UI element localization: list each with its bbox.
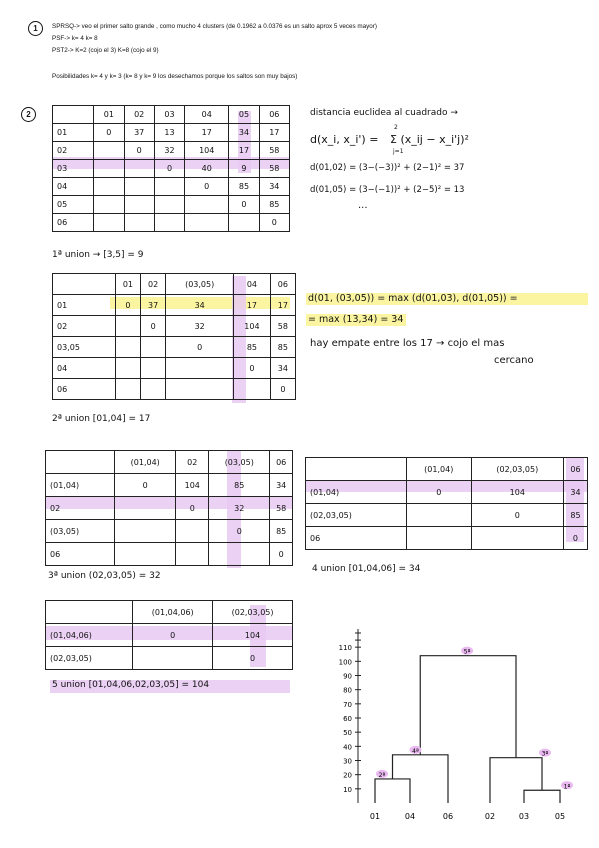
table-cell: [154, 178, 184, 196]
table-cell: [141, 358, 166, 379]
table-cell: [471, 527, 563, 550]
distance-table-2: [52, 273, 296, 400]
table-cell: [115, 337, 140, 358]
table-cell: [185, 214, 229, 232]
distance-table-1: [52, 105, 290, 232]
table-cell: 34: [270, 474, 293, 497]
row-label-cell: 03: [53, 160, 94, 178]
table-row: [46, 474, 293, 497]
formula-sum-bottom: j=1: [393, 148, 404, 155]
table-row: [53, 358, 296, 379]
table-cell: [94, 196, 124, 214]
pst2-line: PST2-> K=2 (cojo el 3) K=8 (cojo el 9): [52, 47, 159, 54]
table-cell: 17: [270, 295, 295, 316]
table-cell: [124, 160, 154, 178]
leaf-label: 05: [554, 812, 566, 821]
row-label-cell: (01,04): [306, 481, 407, 504]
merge-order-label: 5ª: [463, 648, 471, 656]
table-cell: 85: [234, 337, 271, 358]
table-cell: [94, 214, 124, 232]
table-row: [53, 178, 290, 196]
formula-lhs: d(x_i, x_i') =: [310, 133, 379, 146]
row-label-cell: 06: [53, 214, 94, 232]
table-row: [53, 214, 290, 232]
table-cell: 0: [270, 379, 295, 400]
table-cell: [234, 379, 271, 400]
table-cell: 0: [563, 527, 587, 550]
table-cell: 0: [185, 178, 229, 196]
union-2-label: 2ª union [01,04] = 17: [52, 414, 151, 424]
example-1: d(01,02) = (3−(−3))² + (2−1)² = 37: [310, 163, 465, 173]
psf-line: PSF-> k= 4 k= 8: [52, 35, 98, 42]
table-cell: 06: [259, 106, 289, 124]
table-cell: 0: [94, 124, 124, 142]
leaf-label: 06: [442, 812, 454, 821]
sprsq-line: SPRSQ-> veo el primer salto grande , como mucho 4 clusters (de 0.1962 a 0.0376 es un salto aprox 5 veces mayor): [52, 23, 377, 30]
leaf-label: 01: [369, 812, 381, 821]
table-cell: [124, 214, 154, 232]
table-cell: [141, 379, 166, 400]
table-cell: 32: [209, 497, 270, 520]
table-cell: [124, 178, 154, 196]
table-cell: 32: [166, 316, 234, 337]
table-header-row: [46, 451, 293, 474]
union-3-label: 3ª union (02,03,05) = 32: [48, 571, 161, 581]
tie-note-line-2: cercano: [494, 355, 534, 366]
table-cell: 0: [234, 358, 271, 379]
table-cell: 32: [154, 142, 184, 160]
table-cell: (01,04,06): [133, 601, 213, 624]
table-cell: 17: [185, 124, 229, 142]
table-cell: [406, 504, 471, 527]
row-label-cell: 03,05: [53, 337, 116, 358]
tie-note-line-1: hay empate entre los 17 → cojo el mas: [310, 338, 505, 349]
table-cell: 17: [229, 142, 259, 160]
distance-table-3: [45, 450, 293, 566]
table-row: [53, 160, 290, 178]
table-cell: 34: [563, 481, 587, 504]
row-label-cell: 02: [53, 142, 94, 160]
table-cell: 02: [124, 106, 154, 124]
table-cell: 0: [124, 142, 154, 160]
table-header-row: [53, 106, 290, 124]
table-cell: (02,03,05): [471, 458, 563, 481]
table-cell: [166, 358, 234, 379]
union-5-label: 5 union [01,04,06,02,03,05] = 104: [52, 680, 210, 690]
y-tick-label: 40: [343, 743, 352, 752]
table-cell: 104: [234, 316, 271, 337]
union-4-label: 4 union [01,04,06] = 34: [312, 564, 421, 574]
table-cell: [154, 214, 184, 232]
table-header-row: [306, 458, 588, 481]
table-cell: 0: [115, 474, 176, 497]
table-cell: [185, 196, 229, 214]
table-cell: 85: [209, 474, 270, 497]
merge-5-link: [420, 656, 516, 758]
max-note-line-2: = max (13,34) = 34: [308, 314, 404, 325]
table-cell: [154, 196, 184, 214]
table-cell: 04: [234, 274, 271, 295]
max-note-line-1: d(01, (03,05)) = max (d(01,03), d(01,05)) =: [308, 293, 518, 304]
row-label-cell: 02: [46, 497, 115, 520]
row-label-cell: 01: [53, 124, 94, 142]
table-cell: [94, 160, 124, 178]
y-tick-label: 30: [343, 757, 352, 766]
table-row: [46, 624, 293, 647]
table-cell: 58: [270, 316, 295, 337]
row-label-cell: 04: [53, 358, 116, 379]
table-cell: 0: [471, 504, 563, 527]
table-row: [46, 543, 293, 566]
table-cell: 85: [229, 178, 259, 196]
table-cell: 9: [229, 160, 259, 178]
table-cell: 0: [209, 520, 270, 543]
table-cell: [176, 520, 209, 543]
table-cell: [209, 543, 270, 566]
table-cell: 03: [154, 106, 184, 124]
table-cell: 02: [176, 451, 209, 474]
formula-rhs: Σ (x_ij − x_i'j)²: [390, 133, 469, 146]
table-cell: [115, 543, 176, 566]
ellipsis: ...: [358, 200, 368, 211]
table-cell: (01,04): [115, 451, 176, 474]
table-cell: 85: [270, 337, 295, 358]
merge-3-link: [490, 758, 542, 803]
table-cell: (03,05): [166, 274, 234, 295]
table-cell: 37: [124, 124, 154, 142]
table-cell: 0: [166, 337, 234, 358]
table-cell: 40: [185, 160, 229, 178]
possibilities-line: Posibilidades k= 4 y k= 3 (k= 8 y k= 9 los desechamos porque los saltos son muy bajos): [52, 73, 298, 80]
table-cell: 0: [270, 543, 293, 566]
row-label-cell: [46, 451, 115, 474]
table-cell: 17: [234, 295, 271, 316]
table-cell: 0: [229, 196, 259, 214]
merge-2-link: [375, 779, 410, 803]
y-tick-label: 10: [343, 785, 352, 794]
table-cell: 17: [259, 124, 289, 142]
table-cell: [115, 497, 176, 520]
table-cell: 13: [154, 124, 184, 142]
y-tick-label: 80: [343, 686, 352, 695]
merge-1-link: [524, 790, 560, 803]
table-cell: 0: [213, 647, 293, 670]
row-label-cell: 06: [53, 379, 116, 400]
table-cell: 06: [270, 451, 293, 474]
row-label-cell: (01,04): [46, 474, 115, 497]
y-tick-label: 20: [343, 771, 352, 780]
table-cell: [94, 178, 124, 196]
dendrogram-chart: [320, 625, 590, 835]
table-cell: 0: [176, 497, 209, 520]
table-cell: 02: [141, 274, 166, 295]
table-row: [53, 295, 296, 316]
table-cell: 01: [115, 274, 140, 295]
table-row: [53, 316, 296, 337]
merge-order-label: 4ª: [412, 747, 419, 755]
table-cell: 85: [563, 504, 587, 527]
row-label-cell: [53, 274, 116, 295]
row-label-cell: 01: [53, 295, 116, 316]
row-label-cell: 02: [53, 316, 116, 337]
table-cell: 34: [229, 124, 259, 142]
table-cell: [133, 647, 213, 670]
leaf-label: 04: [404, 812, 416, 821]
row-label-cell: 06: [306, 527, 407, 550]
distance-table-4: [305, 457, 588, 550]
table-row: [306, 481, 588, 504]
table-row: [53, 379, 296, 400]
y-tick-label: 50: [343, 729, 352, 738]
table-cell: 37: [141, 295, 166, 316]
table-cell: [115, 520, 176, 543]
row-label-cell: 04: [53, 178, 94, 196]
row-label-cell: [53, 106, 94, 124]
row-label-cell: [306, 458, 407, 481]
table-cell: (03,05): [209, 451, 270, 474]
row-label-cell: 06: [46, 543, 115, 566]
table-cell: 34: [166, 295, 234, 316]
table-cell: [141, 337, 166, 358]
notes-title: distancia euclidea al cuadrado →: [310, 108, 458, 118]
table-cell: 58: [270, 497, 293, 520]
leaf-label: 03: [518, 812, 530, 821]
leaf-label: 02: [484, 812, 496, 821]
table-cell: 06: [563, 458, 587, 481]
table-row: [53, 337, 296, 358]
table-cell: 04: [185, 106, 229, 124]
table-cell: 34: [270, 358, 295, 379]
table-cell: 104: [471, 481, 563, 504]
section-number-1: 1: [28, 21, 43, 36]
y-tick-label: 100: [338, 658, 352, 667]
merge-order-label: 1ª: [563, 783, 571, 791]
table-cell: 0: [115, 295, 140, 316]
table-cell: 58: [259, 160, 289, 178]
table-cell: [115, 358, 140, 379]
y-tick-label: 70: [343, 700, 352, 709]
table-cell: [176, 543, 209, 566]
table-cell: 104: [185, 142, 229, 160]
table-cell: 0: [259, 214, 289, 232]
table-row: [46, 497, 293, 520]
y-tick-label: 110: [338, 644, 352, 653]
row-label-cell: (03,05): [46, 520, 115, 543]
merge-order-label: 2ª: [378, 771, 386, 779]
table-cell: 06: [270, 274, 295, 295]
table-cell: [115, 316, 140, 337]
row-label-cell: [46, 601, 133, 624]
table-cell: 85: [270, 520, 293, 543]
table-row: [53, 196, 290, 214]
table-cell: [166, 379, 234, 400]
table-cell: [406, 527, 471, 550]
table-cell: 01: [94, 106, 124, 124]
table-cell: (01,04): [406, 458, 471, 481]
union-1-label: 1ª union → [3,5] = 9: [52, 250, 144, 260]
table-cell: [94, 142, 124, 160]
section-number-2: 2: [21, 107, 36, 122]
example-2: d(01,05) = (3−(−1))² + (2−5)² = 13: [310, 185, 465, 195]
merge-order-label: 3ª: [541, 750, 549, 758]
table-cell: 104: [176, 474, 209, 497]
table-cell: 58: [259, 142, 289, 160]
table-row: [46, 520, 293, 543]
row-label-cell: (01,04,06): [46, 624, 133, 647]
table-cell: [124, 196, 154, 214]
table-header-row: [46, 601, 293, 624]
table-cell: [229, 214, 259, 232]
table-cell: 05: [229, 106, 259, 124]
row-label-cell: (02,03,05): [306, 504, 407, 527]
table-cell: 0: [133, 624, 213, 647]
table-row: [46, 647, 293, 670]
table-header-row: [53, 274, 296, 295]
table-cell: 34: [259, 178, 289, 196]
y-tick-label: 90: [343, 672, 352, 681]
table-row: [306, 527, 588, 550]
table-cell: 85: [259, 196, 289, 214]
y-tick-label: 60: [343, 715, 352, 723]
formula-sum-top: 2: [394, 124, 398, 131]
distance-table-5: [45, 600, 293, 670]
table-cell: 0: [406, 481, 471, 504]
table-cell: (02,03,05): [213, 601, 293, 624]
table-row: [53, 142, 290, 160]
row-label-cell: (02,03,05): [46, 647, 133, 670]
table-cell: 0: [141, 316, 166, 337]
table-cell: 104: [213, 624, 293, 647]
table-row: [306, 504, 588, 527]
table-cell: [115, 379, 140, 400]
row-label-cell: 05: [53, 196, 94, 214]
table-cell: 0: [154, 160, 184, 178]
table-row: [53, 124, 290, 142]
